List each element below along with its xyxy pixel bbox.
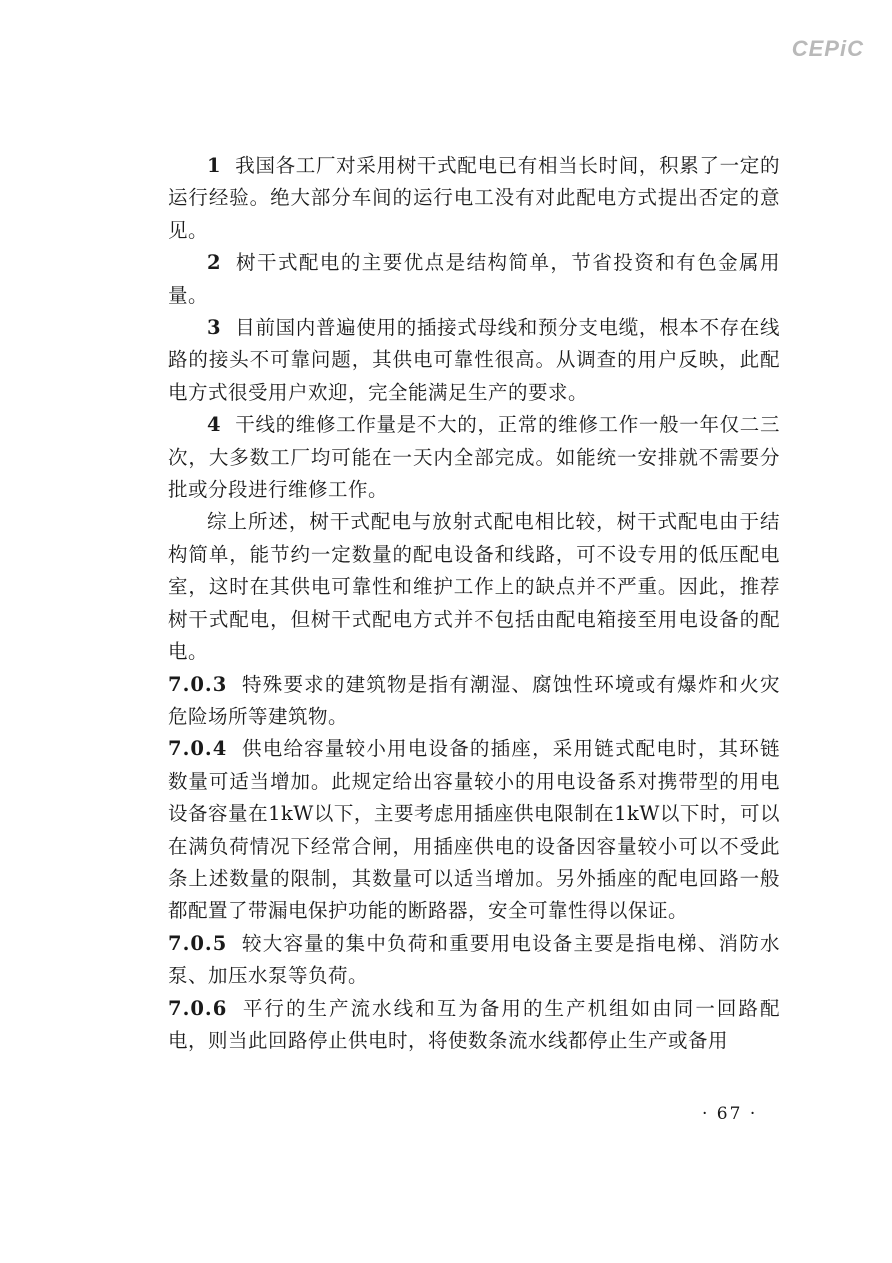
page-body [168, 150, 780, 1057]
section-number: 7.0.6 [168, 996, 228, 1020]
paragraph-text: 我国各工厂对采用树干式配电已有相当长时间，积累了一定的运行经验。绝大部分车间的运行电工没有对此配电方式提出否定的意见。 [168, 154, 780, 242]
section-text: 较大容量的集中负荷和重要用电设备主要是指电梯、消防水泵、加压水泵等负荷。 [168, 931, 780, 988]
item-number: 2 [207, 251, 222, 275]
page-number: · 67 · [702, 1104, 758, 1124]
section-number: 7.0.5 [168, 931, 228, 955]
section-number: 7.0.3 [168, 672, 228, 696]
section-text: 供电给容量较小用电设备的插座，采用链式配电时，其环链数量可适当增加。此规定给出容量较小的用电设备系对携带型的用电设备容量在1kW以下，主要考虑用插座供电限制在1kW以下时，可以在满负荷情况下经常合闸，用插座供电的设备因容量较小可以不受此条上述数量的限制，其数量可以适当增加。另外插座的配电回路一般都配置了带漏电保护功能的断路器，安全可靠性得以保证。 [168, 737, 780, 923]
section-7-0-5 [168, 928, 780, 993]
paragraph-3 [168, 312, 780, 409]
item-number: 4 [207, 413, 222, 437]
paragraph-text: 综上所述，树干式配电与放射式配电相比较，树干式配电由于结构简单，能节约一定数量的配电设备和线路，可不设专用的低压配电室，这时在其供电可靠性和维护工作上的缺点并不严重。因此，推荐树干式配电，但树干式配电方式并不包括由配电箱接至用电设备的配电。 [168, 510, 780, 664]
section-7-0-6 [168, 993, 780, 1058]
paragraph-text: 干线的维修工作量是不大的，正常的维修工作一般一年仅二三次，大多数工厂均可能在一天内全部完成。如能统一安排就不需要分批或分段进行维修工作。 [168, 413, 780, 502]
summary-paragraph [168, 506, 780, 668]
paragraph-2 [168, 247, 780, 312]
section-number: 7.0.4 [168, 737, 228, 761]
paragraph-text: 目前国内普遍使用的插接式母线和预分支电缆，根本不存在线路的接头不可靠问题，其供电可靠性很高。从调查的用户反映，此配电方式很受用户欢迎，完全能满足生产的要求。 [168, 316, 780, 404]
section-7-0-3 [168, 669, 780, 734]
section-7-0-4 [168, 733, 780, 927]
section-text: 特殊要求的建筑物是指有潮湿、腐蚀性环境或有爆炸和火灾危险场所等建筑物。 [168, 672, 780, 728]
item-number: 3 [207, 316, 222, 340]
paragraph-4 [168, 409, 780, 506]
paragraph-1 [168, 150, 780, 247]
section-text: 平行的生产流水线和互为备用的生产机组如由同一回路配电，则当此回路停止供电时，将使数条流水线都停止生产或备用 [168, 996, 780, 1052]
paragraph-text: 树干式配电的主要优点是结构简单，节省投资和有色金属用量。 [168, 251, 780, 307]
publisher-logo: CEPiC [791, 36, 864, 61]
item-number: 1 [207, 154, 222, 177]
